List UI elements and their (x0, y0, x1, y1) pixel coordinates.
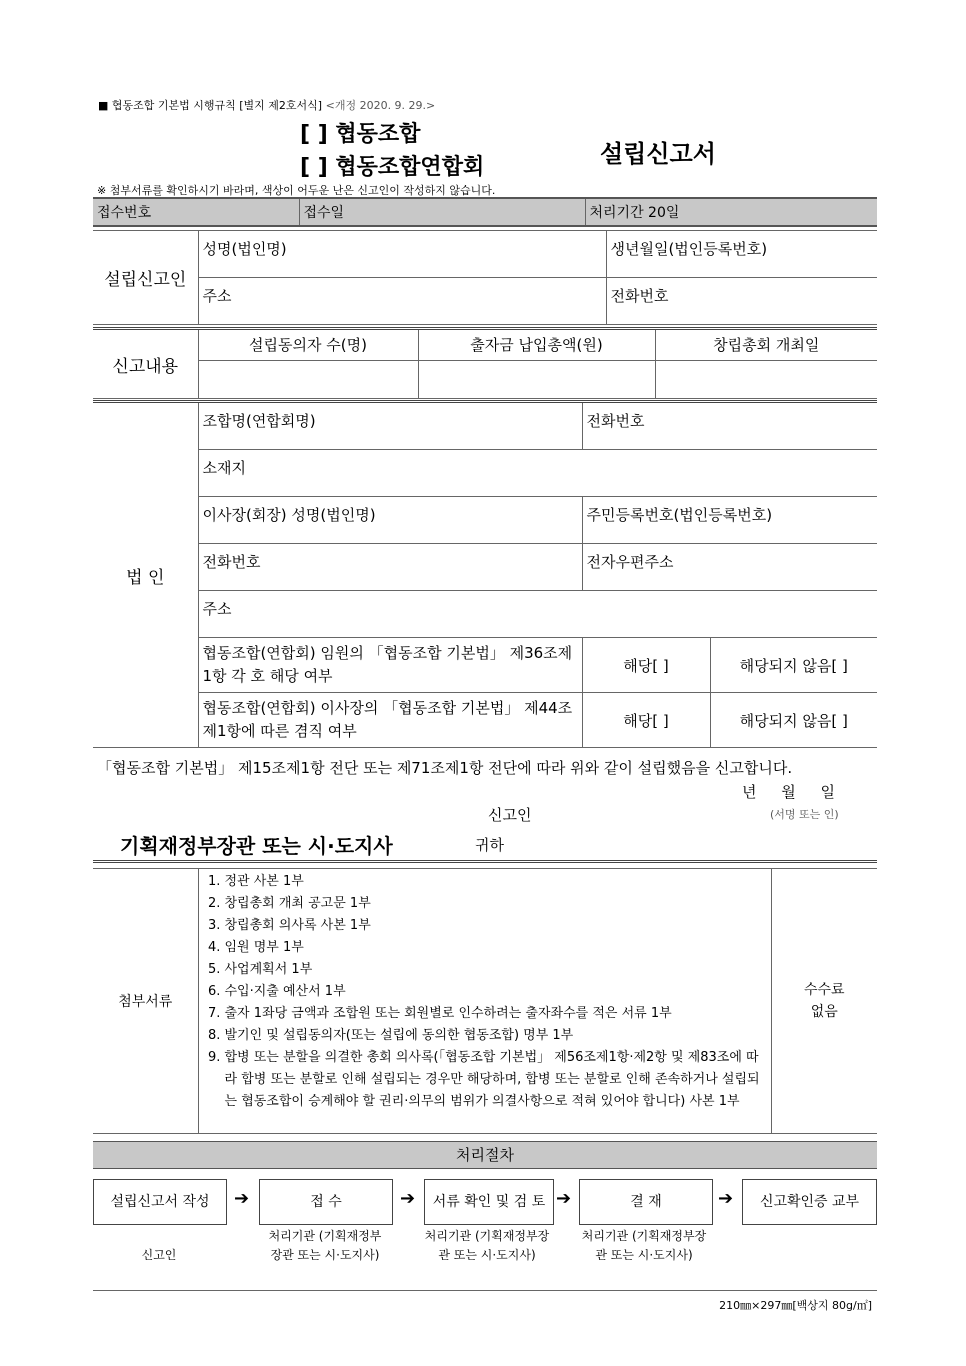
addressee: 기획재정부장관 또는 시·도지사 (120, 834, 393, 858)
receipt-number-field[interactable]: 접수번호 (93, 198, 299, 226)
applicant-table (93, 230, 877, 325)
attachment-item: 6. 수입·지출 예산서 1부 (225, 981, 767, 1003)
reporter-label: 신고인 (488, 806, 532, 824)
step-write: 설립신고서 작성 (93, 1179, 227, 1225)
attachments-list (203, 871, 767, 1113)
title-federation: [ ] 협동조합연합회 (300, 155, 485, 180)
applicant-birth-field[interactable]: 생년월일(법인등록번호) (606, 231, 877, 278)
chair-address-field[interactable]: 주소 (198, 591, 877, 638)
signature-field[interactable]: (서명 또는 인) (770, 808, 839, 821)
attachments-list-cell (198, 869, 771, 1134)
applicant-address-field[interactable]: 주소 (198, 278, 606, 325)
step-issue: 신고확인증 교부 (742, 1179, 877, 1225)
concurrent-question: 협동조합(연합회) 이사장의 「협동조합 기본법」 제44조제1항에 따른 겸직 여부 (198, 693, 582, 748)
consenters-header: 설립동의자 수(명) (198, 329, 418, 361)
arrow-icon: ➔ (400, 1188, 416, 1209)
resident-number-field[interactable]: 주민등록번호(법인등록번호) (582, 497, 877, 544)
officer-question: 협동조합(연합회) 임원의 「협동조합 기본법」 제36조제1항 각 호 해당 여부 (198, 638, 582, 693)
officer-yes-checkbox[interactable]: 해당[ ] (582, 638, 710, 693)
step-receive: 접 수 (259, 1179, 393, 1225)
attachments-table (93, 868, 877, 1134)
corporation-label: 법 인 (93, 402, 198, 748)
applicant-label: 설립신고인 (93, 231, 198, 325)
capital-field[interactable] (418, 361, 655, 399)
report-table (93, 327, 877, 399)
assembly-date-field[interactable] (655, 361, 877, 399)
receipt-table (93, 197, 877, 227)
email-field[interactable]: 전자우편주소 (582, 544, 877, 591)
attachment-item: 3. 창립총회 의사록 사본 1부 (225, 915, 767, 937)
fee-label: 수수료 (803, 982, 845, 998)
step-write-actor: 신고인 (141, 1248, 177, 1262)
attachment-item: 4. 임원 명부 1부 (225, 937, 767, 959)
arrow-icon: ➔ (556, 1188, 572, 1209)
page-title: 설립신고서 (600, 140, 716, 168)
addressee-suffix: 귀하 (475, 836, 504, 854)
step-receive-actor: 처리기관 (기획재정부장관 또는 시·도지사) (268, 1229, 382, 1262)
arrow-icon: ➔ (718, 1188, 734, 1209)
officer-no-checkbox[interactable]: 해당되지 않음[ ] (710, 638, 877, 693)
step-review: 서류 확인 및 검 토 (424, 1179, 554, 1225)
attachment-item: 8. 발기인 및 설립동의자(또는 설립에 동의한 협동조합) 명부 1부 (225, 1025, 767, 1047)
title-cooperative: [ ] 협동조합 (300, 122, 421, 147)
attachment-item: 2. 창립총회 개최 공고문 1부 (225, 893, 767, 915)
attachment-item: 9. 합병 또는 분할을 의결한 총회 의사록(「협동조합 기본법」 제56조제1항·제2항 및 제83조에 따라 합병 또는 분할로 인해 설립되는 경우만 해당하며, 합병 또는 분할로 인해 존속하거나 설립되는 협동조합이 승계해야 할 권리·의무의 범위가 의결사항으로 적혀 있어야 합니다) 사본 1부 (225, 1047, 767, 1113)
form-header (98, 97, 435, 113)
chair-name-field[interactable]: 이사장(회장) 성명(법인명) (198, 497, 582, 544)
attachment-item: 7. 출자 1좌당 금액과 조합원 또는 회원별로 인수하려는 출자좌수를 적은 서류 1부 (225, 1003, 767, 1025)
step-approve: 결 재 (579, 1179, 713, 1225)
report-label: 신고내용 (93, 329, 198, 399)
location-field[interactable]: 소재지 (198, 450, 877, 497)
corporation-table (93, 400, 877, 748)
attachment-item: 5. 사업계획서 1부 (225, 959, 767, 981)
chair-phone-field[interactable]: 전화번호 (198, 544, 582, 591)
attachments-label: 첨부서류 (93, 869, 198, 1134)
step-review-actor: 처리기관 (기획재정부장관 또는 시·도지사) (424, 1229, 550, 1262)
revision-date: <개정 2020. 9. 29.> (325, 99, 436, 112)
attachment-item: 1. 정관 사본 1부 (225, 871, 767, 893)
process-title: 처리절차 (93, 1141, 877, 1169)
fee-value: 없음 (810, 1004, 838, 1020)
receipt-date-field[interactable]: 접수일 (299, 198, 585, 226)
step-approve-actor: 처리기관 (기획재정부장관 또는 시·도지사) (581, 1229, 707, 1262)
arrow-icon: ➔ (234, 1188, 250, 1209)
union-phone-field[interactable]: 전화번호 (582, 402, 877, 450)
concurrent-no-checkbox[interactable]: 해당되지 않음[ ] (710, 693, 877, 748)
applicant-phone-field[interactable]: 전화번호 (606, 278, 877, 325)
law-reference: ■ 협동조합 기본법 시행규칙 [별지 제2호서식] (98, 99, 323, 112)
concurrent-yes-checkbox[interactable]: 해당[ ] (582, 693, 710, 748)
processing-period: 처리기간 20일 (585, 198, 877, 226)
union-name-field[interactable]: 조합명(연합회명) (198, 402, 582, 450)
divider (93, 860, 877, 863)
paper-size: 210㎜×297㎜[백상지 80g/㎡] (719, 1299, 872, 1312)
fee-cell (771, 869, 877, 1134)
assembly-date-header: 창립총회 개최일 (655, 329, 877, 361)
date-line[interactable]: 년 월 일 (742, 783, 836, 801)
consenters-field[interactable] (198, 361, 418, 399)
applicant-name-field[interactable]: 성명(법인명) (198, 231, 606, 278)
declaration-text: 「협동조합 기본법」 제15조제1항 전단 또는 제71조제1항 전단에 따라 위와 같이 설립했음을 신고합니다. (97, 759, 793, 777)
instruction-note: ※ 첨부서류를 확인하시기 바라며, 색상이 어두운 난은 신고인이 작성하지 않습니다. (97, 184, 496, 197)
bottom-divider (93, 1290, 877, 1291)
capital-header: 출자금 납입총액(원) (418, 329, 655, 361)
